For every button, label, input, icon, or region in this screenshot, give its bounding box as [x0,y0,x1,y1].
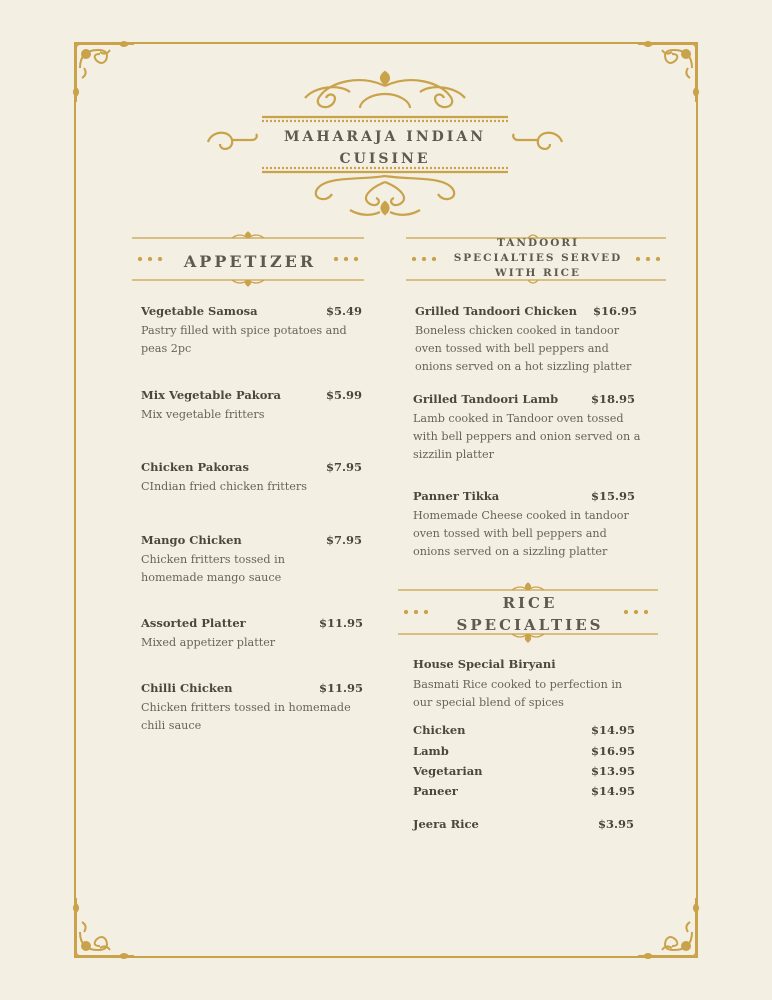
rice-heading-line2: SPECIALTIES [456,616,604,634]
item-description: Chicken fritters tossed in homemade chili sauce [141,701,351,732]
item-description: Boneless chicken cooked in tandoor oven tossed with bell peppers and onions served on a hot sizzling platter [415,324,632,373]
item-name: Grilled Tandoori Lamb [413,392,559,406]
item-name: Mix Vegetable Pakora [141,388,281,402]
restaurant-name-line1: MAHARAJA INDIAN [283,129,486,145]
rice-section-header [398,582,658,644]
item-name: Chicken Pakoras [141,460,249,474]
item-price: $15.95 [591,489,636,503]
item-name: Lamb [413,744,449,758]
menu-item [141,681,371,741]
menu-item [141,616,371,656]
item-price: $3.95 [598,817,635,831]
item-name: Mango Chicken [141,533,242,547]
appetizer-section-header [132,230,364,288]
item-name: Grilled Tandoori Chicken [415,304,577,318]
rice-heading-line1: RICE [502,594,558,612]
rice-option-row [413,764,636,780]
restaurant-title-block [200,64,570,222]
tandoori-heading-line1: TANDOORI [496,237,580,249]
item-description: Lamb cooked in Tandoor oven tossed with bell peppers and onion served on a sizzilin platter [413,412,641,461]
item-name: Assorted Platter [141,616,246,630]
corner-ornament-icon [70,38,140,108]
rice-option-row [413,723,636,739]
menu-item [413,657,645,717]
item-description: Pastry filled with spice potatoes and peas 2pc [141,324,347,355]
corner-ornament-icon [70,892,140,962]
item-description: Chicken fritters tossed in homemade mango sauce [141,553,285,584]
item-name: Panner Tikka [413,489,500,503]
menu-item [413,489,645,567]
rice-option-row [413,744,636,760]
tandoori-section-header [406,230,666,288]
item-description: CIndian fried chicken fritters [141,480,308,493]
item-price: $13.95 [591,764,636,778]
item-name: Jeera Rice [413,817,479,831]
item-price: $5.49 [326,304,363,318]
item-price: $16.95 [591,744,636,758]
item-name: Chicken [413,723,466,737]
corner-ornament-icon [632,892,702,962]
item-price: $11.95 [319,681,364,695]
item-price: $14.95 [591,723,636,737]
item-price: $14.95 [591,784,636,798]
rice-option-row [413,784,636,800]
item-price: $7.95 [326,460,363,474]
menu-item [415,304,645,382]
menu-item [141,460,371,500]
menu-item [141,304,371,364]
tandoori-heading-line2: SPECIALTIES SERVED [453,252,623,264]
tandoori-heading-line3: WITH RICE [494,267,582,279]
item-name: Vegetarian [413,764,483,778]
item-price: $16.95 [593,304,638,318]
corner-ornament-icon [632,38,702,108]
item-description: Basmati Rice cooked to perfection in our special blend of spices [413,678,623,709]
appetizer-heading: APPETIZER [183,252,317,271]
item-price: $18.95 [591,392,636,406]
item-price: $11.95 [319,616,364,630]
menu-item [141,388,371,428]
item-description: Mix vegetable fritters [141,408,265,421]
item-price: $5.99 [326,388,363,402]
menu-item [141,533,371,593]
item-name: Chilli Chicken [141,681,233,695]
tandoori-heading [406,236,670,281]
menu-item [413,392,645,470]
item-name: Paneer [413,784,458,798]
restaurant-name-line2: CUISINE [339,151,431,167]
menu-item [413,817,633,833]
item-description: Mixed appetizer platter [141,636,276,649]
item-description: Homemade Cheese cooked in tandoor oven tossed with bell peppers and onions served on a sizzling platter [413,509,629,558]
item-name: Vegetable Samosa [141,304,258,318]
item-name: House Special Biryani [413,657,556,671]
item-price: $7.95 [326,533,363,547]
rice-heading [398,592,662,636]
